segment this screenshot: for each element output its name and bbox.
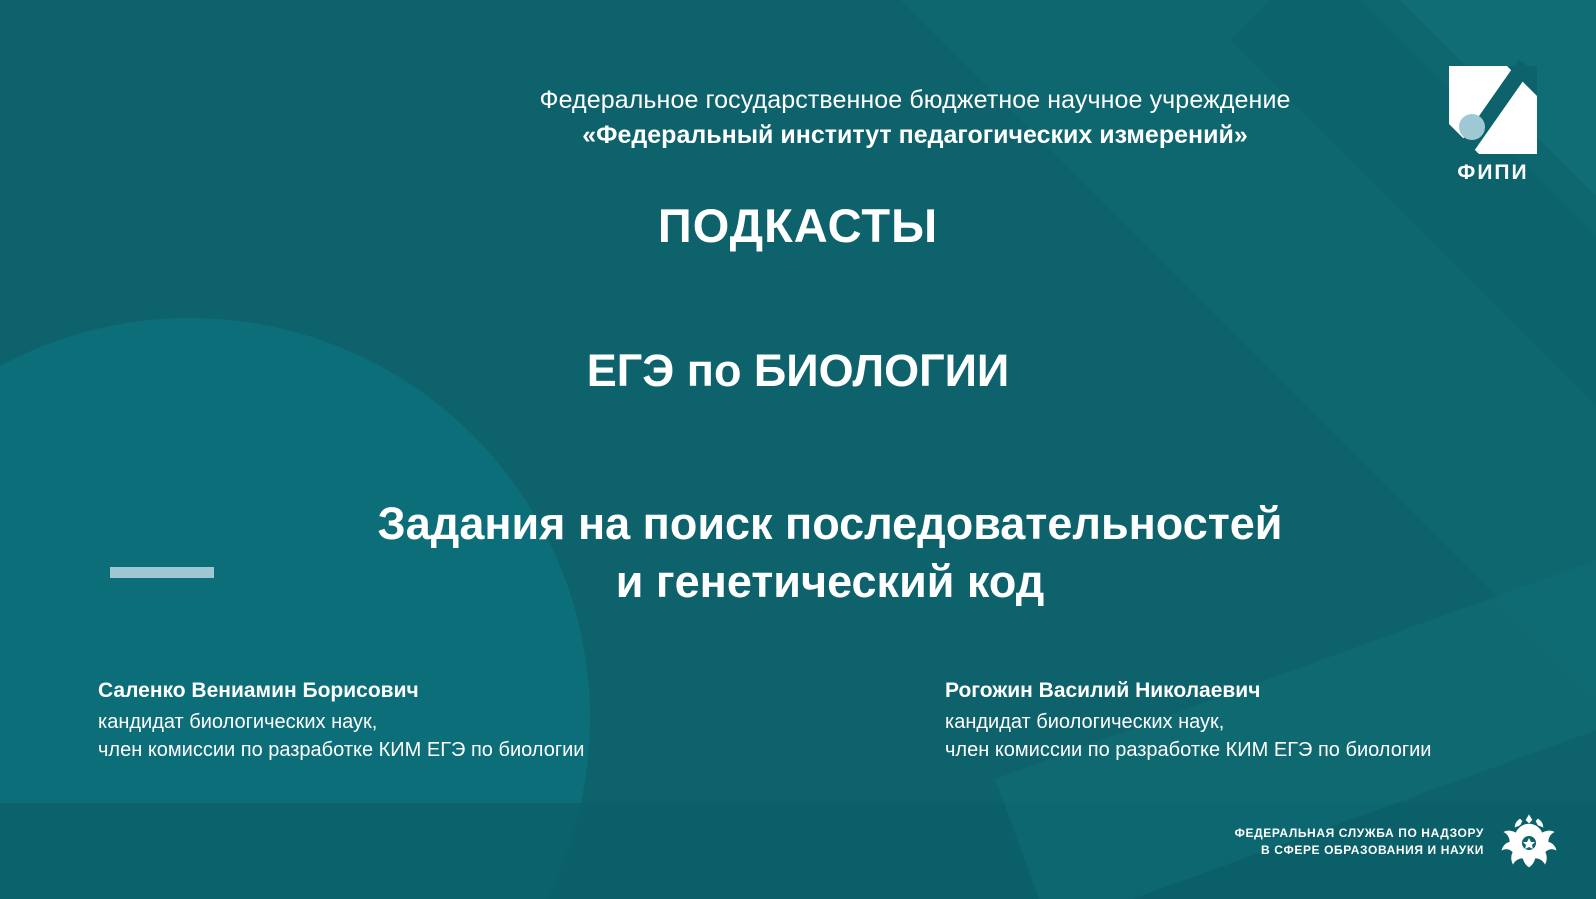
organization-name-line-2: «Федеральный институт педагогических измерений» [582, 121, 1248, 149]
agency-name-line-2: В СФЕРЕ ОБРАЗОВАНИЯ И НАУКИ [1261, 843, 1484, 857]
author-entry [98, 679, 584, 765]
author-degree: кандидат биологических наук, [98, 711, 378, 733]
logo-dot-shape [1459, 114, 1485, 140]
author-role: член комиссии по разработке КИМ ЕГЭ по биологии [945, 739, 1432, 762]
slide-subject-title: ЕГЭ по БИОЛОГИИ [586, 345, 1010, 396]
accent-bar [110, 567, 214, 578]
agency-name [1235, 825, 1484, 860]
organization-name-line-1: Федеральное государственное бюджетное научное учреждение [539, 86, 1291, 114]
logo-slash-shape [1454, 60, 1531, 161]
rosobrnadzor-footer [1235, 809, 1560, 875]
author-name: Рогожин Василий Николаевич [945, 679, 1261, 702]
author-entry [945, 679, 1431, 765]
double-headed-eagle-icon [1498, 809, 1560, 875]
author-name: Саленко Вениамин Борисович [98, 679, 419, 702]
fipi-logo-icon [1449, 66, 1537, 154]
slide-topic-line-2: и генетический код [615, 555, 1045, 607]
slide-topic-title [160, 495, 1500, 610]
fipi-logo-caption: ФИПИ [1457, 161, 1529, 184]
author-role: член комиссии по разработке КИМ ЕГЭ по биологии [98, 739, 585, 762]
author-degree: кандидат биологических наук, [945, 711, 1225, 733]
organization-header [420, 84, 1410, 152]
slide-kicker-title: ПОДКАСТЫ [657, 199, 939, 252]
slide-topic-line-1: Задания на поиск последовательностей [377, 498, 1283, 549]
agency-name-line-1: ФЕДЕРАЛЬНАЯ СЛУЖБА ПО НАДЗОРУ [1234, 825, 1484, 840]
fipi-logo [1434, 66, 1552, 185]
